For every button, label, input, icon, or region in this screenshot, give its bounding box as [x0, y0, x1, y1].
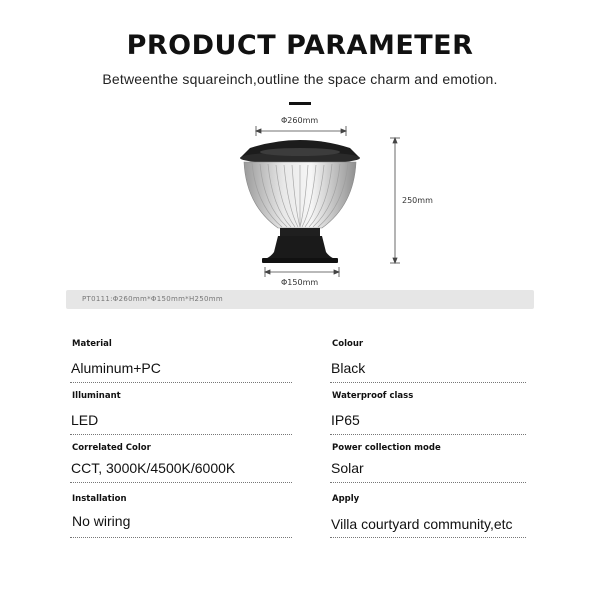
spec-value-installation: No wiring: [72, 513, 131, 529]
spec-value-power-mode: Solar: [331, 460, 364, 476]
spec-value-correlated-color: CCT, 3000K/4500K/6000K: [71, 460, 236, 476]
model-code-bar: [66, 290, 534, 309]
spec-label-correlated-color: Correlated Color: [72, 443, 151, 453]
top-dimension-arrow: [256, 126, 346, 136]
page-title: PRODUCT PARAMETER: [126, 30, 474, 61]
spec-value-colour: Black: [331, 360, 366, 376]
spec-value-illuminant: LED: [71, 412, 99, 428]
spec-value-waterproof: IP65: [331, 412, 360, 428]
model-code: PT0111:Φ260mm*Φ150mm*H250mm: [82, 295, 224, 303]
divider-dotted: [330, 434, 526, 435]
divider-dotted: [70, 434, 292, 435]
divider-dotted: [330, 382, 526, 383]
divider-dotted: [70, 537, 292, 538]
lamp-shade: [244, 162, 356, 228]
base-diameter-label: Φ150mm: [281, 278, 319, 287]
divider-dotted: [70, 382, 292, 383]
spec-label-apply: Apply: [332, 494, 360, 504]
spec-label-illuminant: Illuminant: [72, 391, 121, 401]
lamp-base: [262, 228, 338, 263]
spec-label-material: Material: [72, 339, 112, 349]
spec-value-apply: Villa courtyard community,etc: [331, 516, 513, 532]
divider-dotted: [70, 482, 292, 483]
spec-label-colour: Colour: [332, 339, 364, 349]
lamp-cap: [240, 140, 360, 164]
top-diameter-label: Φ260mm: [281, 116, 319, 125]
spec-label-installation: Installation: [72, 494, 127, 504]
base-dimension-arrow: [265, 267, 339, 277]
height-dimension-arrow: [390, 138, 400, 263]
divider-dotted: [330, 537, 526, 538]
spec-label-power-mode: Power collection mode: [332, 443, 441, 453]
spec-value-material: Aluminum+PC: [71, 360, 161, 376]
divider-dotted: [330, 482, 526, 483]
page-subtitle: Betweenthe squareinch,outline the space charm and emotion.: [102, 71, 498, 87]
spec-label-waterproof: Waterproof class: [332, 391, 414, 401]
height-label: 250mm: [402, 196, 433, 205]
